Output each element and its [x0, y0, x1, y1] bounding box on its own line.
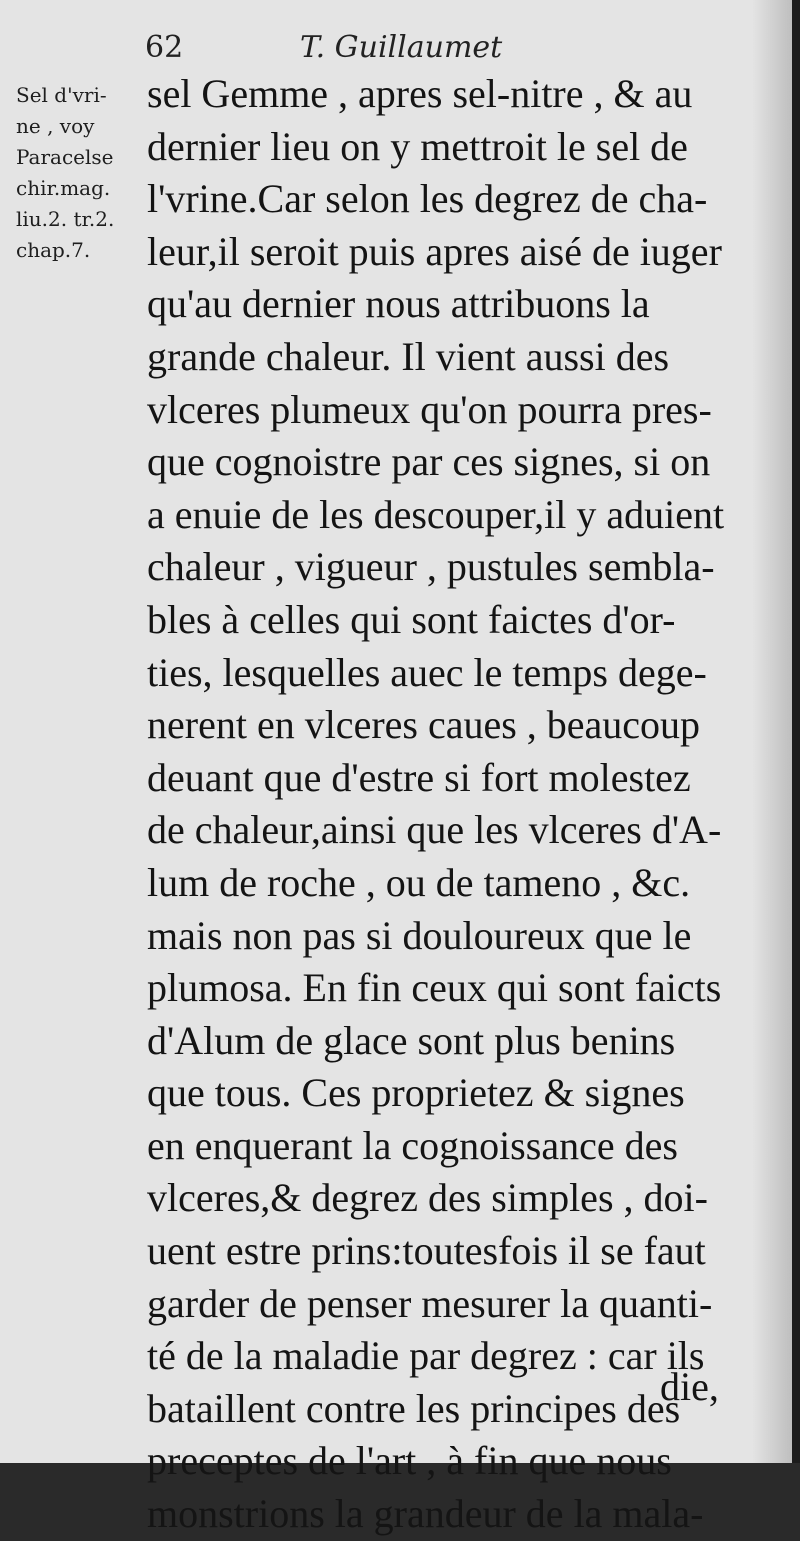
text-line: plumosa. En fin ceux qui sont faicts — [147, 965, 722, 1011]
text-line: garder de penser mesurer la quanti- — [147, 1280, 713, 1326]
text-line: uent estre prins:toutesfois il se faut — [147, 1228, 706, 1274]
text-line: grande chaleur. Il vient aussi des — [147, 333, 670, 379]
text-line: ties, lesquelles auec le temps dege- — [147, 649, 707, 695]
text-line: dernier lieu on y mettroit le sel de — [147, 123, 688, 169]
text-line: bles à celles qui sont faictes d'or- — [147, 596, 676, 642]
text-line: d'Alum de glace sont plus benins — [147, 1017, 676, 1063]
text-line: leur,il seroit puis apres aisé de iuger — [147, 228, 722, 274]
text-line: de chaleur,ainsi que les vlceres d'A- — [147, 807, 722, 853]
text-line: en enquerant la cognoissance des — [147, 1122, 678, 1168]
marginal-note-line: Paracelse — [16, 145, 114, 169]
marginal-note-line: chir.mag. — [16, 176, 111, 200]
text-line: deuant que d'estre si fort molestez — [147, 754, 691, 800]
text-line: que tous. Ces proprietez & signes — [147, 1070, 685, 1116]
marginal-note-line: ne , voy — [16, 114, 95, 138]
text-line: té de la maladie par degrez : car ils — [147, 1333, 705, 1379]
marginal-note-line: liu.2. tr.2. — [16, 207, 115, 231]
text-line: mais non pas si douloureux que le — [147, 912, 692, 958]
text-line: preceptes de l'art , à fin que nous — [147, 1438, 672, 1484]
text-line: qu'au dernier nous attribuons la — [147, 281, 650, 327]
body-text — [147, 68, 747, 1541]
page-edge-shadow — [792, 0, 800, 1463]
text-line: sel Gemme , apres sel-nitre , & au — [147, 71, 693, 116]
text-line: vlceres plumeux qu'on pourra pres- — [147, 386, 712, 432]
text-line: vlceres,& degrez des simples , doi- — [147, 1175, 708, 1221]
marginal-note — [16, 80, 146, 266]
catchword: die, — [660, 1364, 719, 1409]
text-line: nerent en vlceres caues , beaucoup — [147, 702, 701, 748]
text-line: l'vrine.Car selon les degrez de cha- — [147, 176, 708, 222]
text-line: monstrions la grandeur de la mala- — [147, 1491, 704, 1537]
marginal-note-line: Sel d'vri- — [16, 83, 107, 107]
marginal-note-line: chap.7. — [16, 238, 91, 262]
page-number: 62 — [145, 30, 184, 65]
running-title: T. Guillaumet — [300, 30, 503, 65]
text-line: lum de roche , ou de tameno , &c. — [147, 859, 691, 905]
text-line: chaleur , vigueur , pustules sembla- — [147, 544, 715, 590]
text-line: que cognoistre par ces signes, si on — [147, 439, 711, 485]
page-header — [0, 22, 792, 72]
text-line: bataillent contre les principes des — [147, 1385, 681, 1431]
text-line: a enuie de les descouper,il y aduient — [147, 491, 725, 537]
